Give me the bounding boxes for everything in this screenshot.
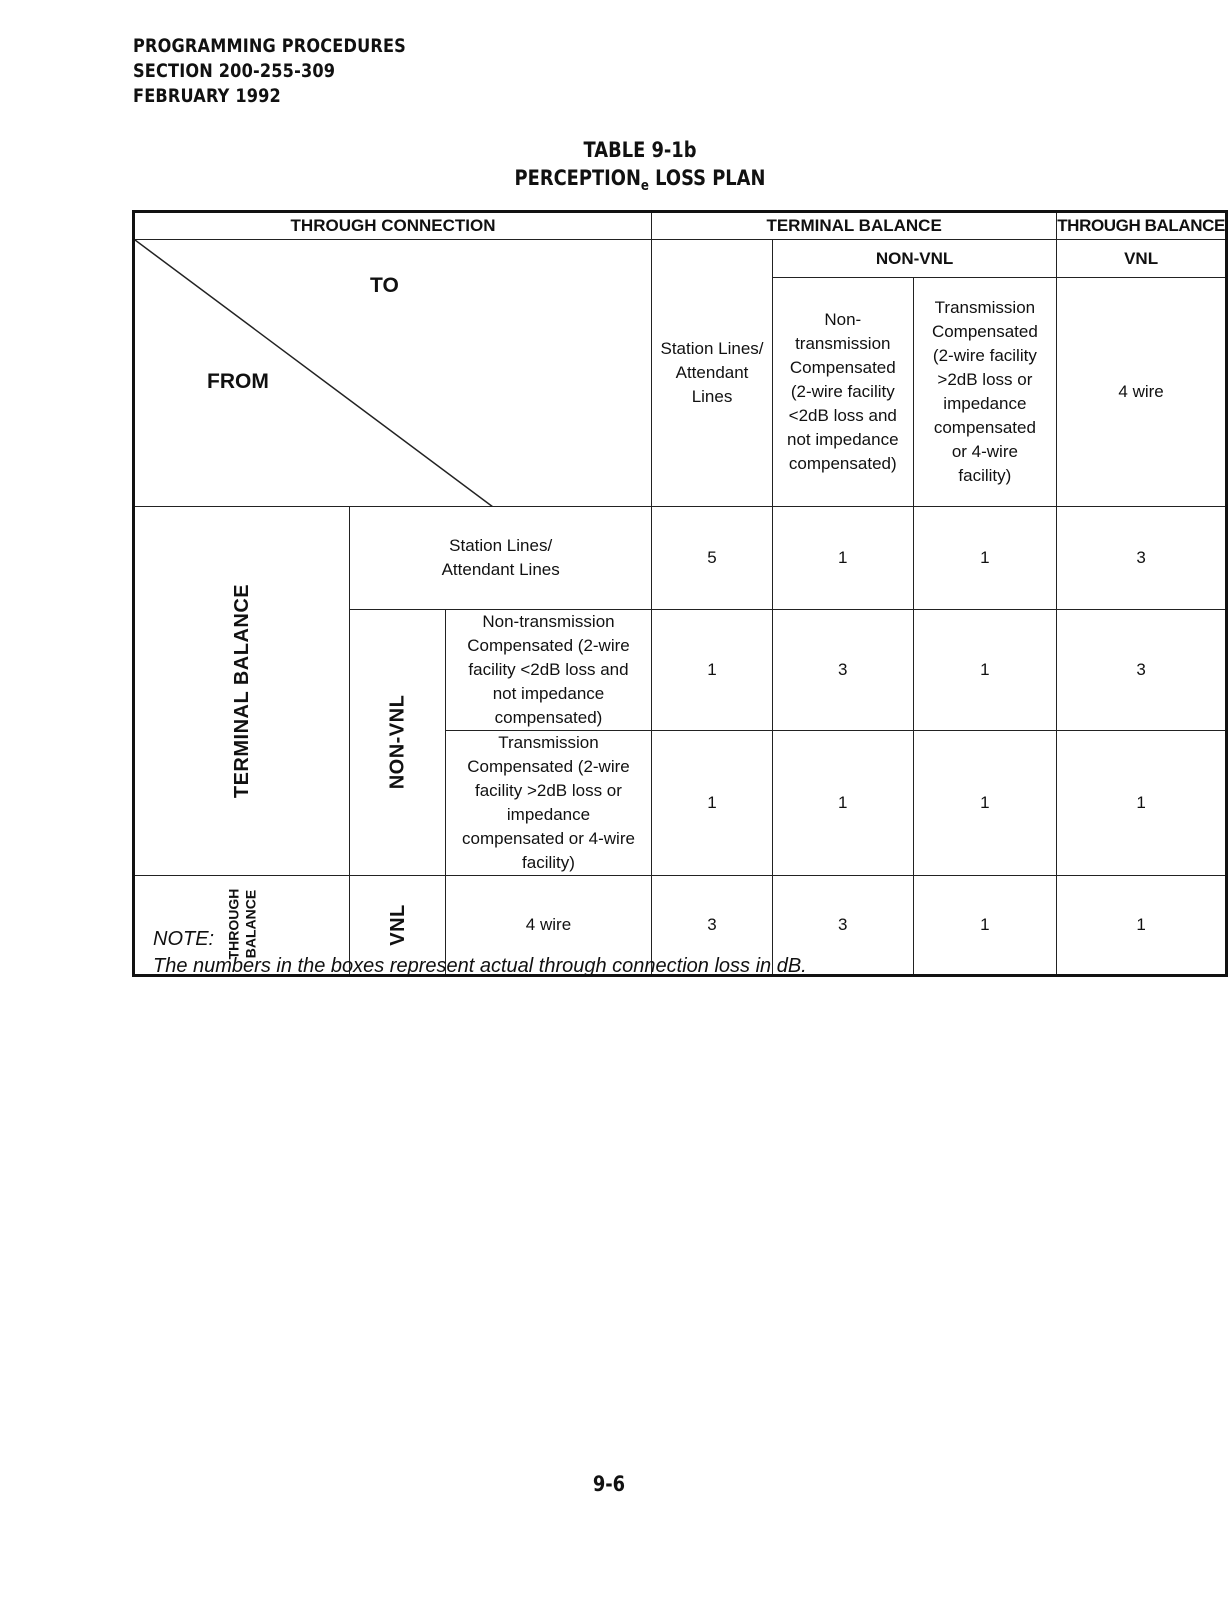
group-non-vnl-label: NON-VNL bbox=[386, 694, 409, 790]
col-non-transmission-compensated: Non-transmission Compensated (2-wire facility <2dB loss and not impedance compensated) bbox=[772, 278, 913, 507]
row-four-wire-label: 4 wire bbox=[445, 876, 651, 976]
table-number: TABLE 9-1b bbox=[583, 138, 697, 162]
cell-r1-c4: 3 bbox=[1057, 507, 1227, 610]
header-through-connection: THROUGH CONNECTION bbox=[134, 212, 652, 240]
group-through-label: THROUGH bbox=[225, 888, 242, 959]
table-title-subscript: e bbox=[640, 178, 649, 194]
to-from-diagonal-cell bbox=[134, 240, 652, 507]
cell-r4-c4: 1 bbox=[1057, 876, 1227, 976]
header-section: SECTION 200-255-309 bbox=[133, 60, 336, 82]
table-title bbox=[453, 166, 827, 194]
group-terminal-balance bbox=[134, 507, 350, 876]
cell-r4-c2: 3 bbox=[772, 876, 913, 976]
row-transmission-label: Transmission Compensated (2-wire facility >2dB loss or impedance compensated or 4-wire facility) bbox=[445, 731, 651, 876]
header-vnl: VNL bbox=[1057, 240, 1227, 278]
col-four-wire: 4 wire bbox=[1057, 278, 1227, 507]
table-title-main: PERCEPTION bbox=[514, 166, 641, 190]
header-through-balance: THROUGH BALANCE bbox=[1057, 212, 1227, 240]
cell-r2-c2: 3 bbox=[772, 610, 913, 731]
cell-r2-c3: 1 bbox=[913, 610, 1057, 731]
col-station-lines: Station Lines/ Attendant Lines bbox=[652, 240, 773, 507]
cell-r2-c4: 3 bbox=[1057, 610, 1227, 731]
cell-r1-c2: 1 bbox=[772, 507, 913, 610]
cell-r4-c3: 1 bbox=[913, 876, 1057, 976]
cell-r3-c4: 1 bbox=[1057, 731, 1227, 876]
header-date: FEBRUARY 1992 bbox=[133, 85, 281, 107]
group-vnl-label: VNL bbox=[386, 903, 409, 946]
cell-r3-c2: 1 bbox=[772, 731, 913, 876]
note bbox=[153, 926, 807, 980]
note-heading: NOTE: bbox=[153, 928, 215, 950]
row-non-transmission-label: Non-transmission Compensated (2-wire facility <2dB loss and not impedance compensated) bbox=[445, 610, 651, 731]
cell-r4-c1: 3 bbox=[652, 876, 773, 976]
row-station-lines-label: Station Lines/ Attendant Lines bbox=[350, 507, 652, 610]
cell-r3-c3: 1 bbox=[913, 731, 1057, 876]
table-title-rest: LOSS PLAN bbox=[648, 166, 766, 190]
header-non-vnl: NON-VNL bbox=[772, 240, 1056, 278]
page-number: 9-6 bbox=[592, 1472, 626, 1496]
group-balance-label: BALANCE bbox=[242, 889, 259, 958]
loss-plan-table bbox=[132, 210, 1228, 977]
to-label: TO bbox=[370, 274, 399, 297]
note-text: The numbers in the boxes represent actual through connection loss in dB. bbox=[153, 955, 807, 977]
group-terminal-balance-label: TERMINAL BALANCE bbox=[231, 583, 254, 798]
header-terminal-balance: TERMINAL BALANCE bbox=[652, 212, 1057, 240]
header-title: PROGRAMMING PROCEDURES bbox=[133, 35, 406, 57]
from-label: FROM bbox=[207, 370, 269, 393]
document-header bbox=[133, 34, 406, 109]
col-transmission-compensated: Transmission Compensated (2-wire facility >2dB loss or impedance compensated or 4-wire facility) bbox=[913, 278, 1057, 507]
group-non-vnl bbox=[350, 610, 446, 876]
cell-r2-c1: 1 bbox=[652, 610, 773, 731]
cell-r3-c1: 1 bbox=[652, 731, 773, 876]
cell-r1-c3: 1 bbox=[913, 507, 1057, 610]
diagonal-line bbox=[135, 240, 493, 507]
cell-r1-c1: 5 bbox=[652, 507, 773, 610]
